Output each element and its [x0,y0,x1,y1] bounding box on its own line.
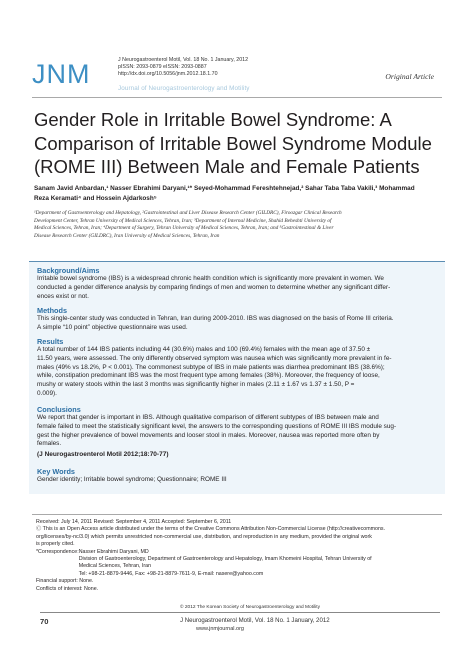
conflicts-of-interest: Conflicts of interest: None. [36,585,99,592]
title-line: Comparison of Irritable Bowel Syndrome Module [34,132,432,154]
methods-heading: Methods [37,306,67,315]
footer-divider [40,612,440,613]
affiliation-line: Development Center, Tehran University of Medical Sciences, Tehran, Iran; ³Department of Internal Medicine, Shahid Beheshti University of [34,217,332,224]
abstract-line: ences exist or not. [37,292,89,300]
correspondence-details [79,549,440,579]
journal-info [118,57,248,78]
copyright-line: © 2012 The Korean Society of Neurogastroenterology and Motility [180,605,320,610]
abstract-box [29,261,445,494]
abstract-line: 0.009). [37,389,57,397]
abstract-line: We report that gender is important in IBS. Although qualitative comparison of different subtypes of IBS between male and [37,414,379,421]
author-line: Sanam Javid Anbardan,¹ Nasser Ebrahimi Daryani,¹* Seyed-Mohammad Fereshtehnejad,² Sahar Taba Taba Vakili,³ Mohammad [34,185,415,192]
author-list [34,184,444,205]
journal-full-name: Journal of Neurogastroenterology and Motility [118,85,250,92]
license-text [36,526,440,548]
title-line: Gender Role in Irritable Bowel Syndrome: A [34,109,392,130]
license-line: is properly cited. [36,541,75,548]
background-text [37,275,437,301]
affiliations [34,210,444,240]
abstract-line: mushy or watery stools within the last 3 months was significantly higher in males (2.11 ± 1.67 vs 1.37 ± 1.50, P = [37,381,355,389]
journal-logo [32,57,112,87]
journal-citation-line: J Neurogastroenterol Motil, Vol. 18 No. 1 January, 2012 [118,57,249,63]
issn-line: pISSN: 2093-0879 eISSN: 2093-0887 [118,63,207,70]
dates-line: Received: July 14, 2011 Revised: September 4, 2011 Accepted: September 6, 2011 [36,519,232,525]
correspondence-line: Tel: +98-21-8879-9446, Fax: +98-21-8879-7611-9, E-mail: nasere@yahoo.com [78,570,264,577]
license-line: org/licenses/by-nc/3.0) which permits unrestricted non-commercial use, distribution, and reproduction in any medium, provided the original work [36,533,372,540]
article-title [34,108,444,179]
methods-text [37,315,437,333]
keywords-text: Gender identity; Irritable bowel syndrome; Questionnaire; ROME III [37,476,227,483]
abstract-line: gest the higher prevalence of bowel movements and looser stool in males. Moreover, nausea was reported more often by [37,431,380,439]
financial-support: Financial support: None. [36,578,94,585]
article-info [36,519,440,593]
abstract-line: females. [37,440,62,448]
logo-text: JNM [32,59,91,87]
affiliation-line: Medical Sciences, Tehran, Iran; ⁴Department of Surgery, Tehran University of Medical Sciences, Tehran, Iran; and ⁵Gastrointestinal & Liver [34,225,334,232]
correspondence-line: Nasser Ebrahimi Daryani, MD [78,548,149,555]
abstract-line: while, constipation predominant IBS was the most frequent type among females (38%). Moreover, the frequency of loose, [37,372,380,380]
results-text [37,346,437,399]
license-line: Ⓒ This is an Open Access article distributed under the terms of the Creative Commons Attribution Non-Commercial License (http://creativecommons. [36,526,386,533]
correspondence-label: *Correspondence: [36,548,79,555]
correspondence [36,549,440,579]
abstract-line: A simple “10 point” objective questionnaire was used. [37,323,188,331]
affiliation-line: Disease Research Center (GILDRC), Iran University of Medical Sciences, Tehran, Iran [34,232,220,239]
info-divider [32,514,442,515]
affiliation-line: ¹Department of Gastroenterology and Hepatology, ²Gastrointestinal and Liver Disease Research Center (GILDRC), Firoozgar Clinical Research [34,210,342,216]
abstract-line: Irritable bowel syndrome (IBS) is a widespread chronic health condition which is significantly more prevalent in women. We [37,275,384,282]
header-divider [32,97,442,98]
abstract-line: This single-center study was conducted in Tehran, Iran during 2009-2010. IBS was diagnosed on the basis of Rome III criteria. [37,315,394,322]
abstract-line: A total number of 144 IBS patients including 44 (30.6%) males and 100 (69.4%) females with the mean age of 37.50 ± [37,346,371,353]
keywords-heading: Key Words [37,467,75,476]
background-heading: Background/Aims [37,266,100,275]
abstract-line: males (49% vs 18.2%, P < 0.001). The commonest subtype of IBS in male patients was diarrhea predominant IBS (38.6%); [37,363,385,371]
abstract-line: female failed to meet the statistically significant level, the answers to the corresponding questions of ROME III IBS module sug- [37,422,397,430]
page-number: 70 [40,617,49,626]
doi-link[interactable]: http://dx.doi.org/10.5056/jnm.2012.18.1.70 [118,70,218,77]
title-line: (ROME III) Between Male and Female Patients [34,156,420,178]
footer-journal: J Neurogastroenterol Motil, Vol. 18 No. 1 January, 2012 [180,617,330,624]
article-type: Original Article [385,72,434,81]
abstract-line: 11.50 years, were assessed. The only differently observed symptom was nausea which was significantly more prevalent in fe- [37,354,392,362]
journal-citation: (J Neurogastroenterol Motil 2012;18:70-77) [37,451,169,458]
conclusions-text [37,414,437,449]
author-line: Reza Keramati⁴ and Hossein Ajdarkosh⁵ [34,195,157,203]
conclusions-heading: Conclusions [37,405,81,414]
correspondence-line: Medical Sciences, Tehran, Iran [78,563,152,570]
journal-url-link[interactable]: www.jnmjournal.org [196,626,244,632]
results-heading: Results [37,337,64,346]
abstract-line: conducted a gender difference analysis by comparing findings of men and women to determine whether any significant differ- [37,283,391,291]
correspondence-line: Division of Gastroenterology, Department of Gastroenterology and Hepatology, Imam Khomeini Hospital, Tehran University of [78,556,372,563]
